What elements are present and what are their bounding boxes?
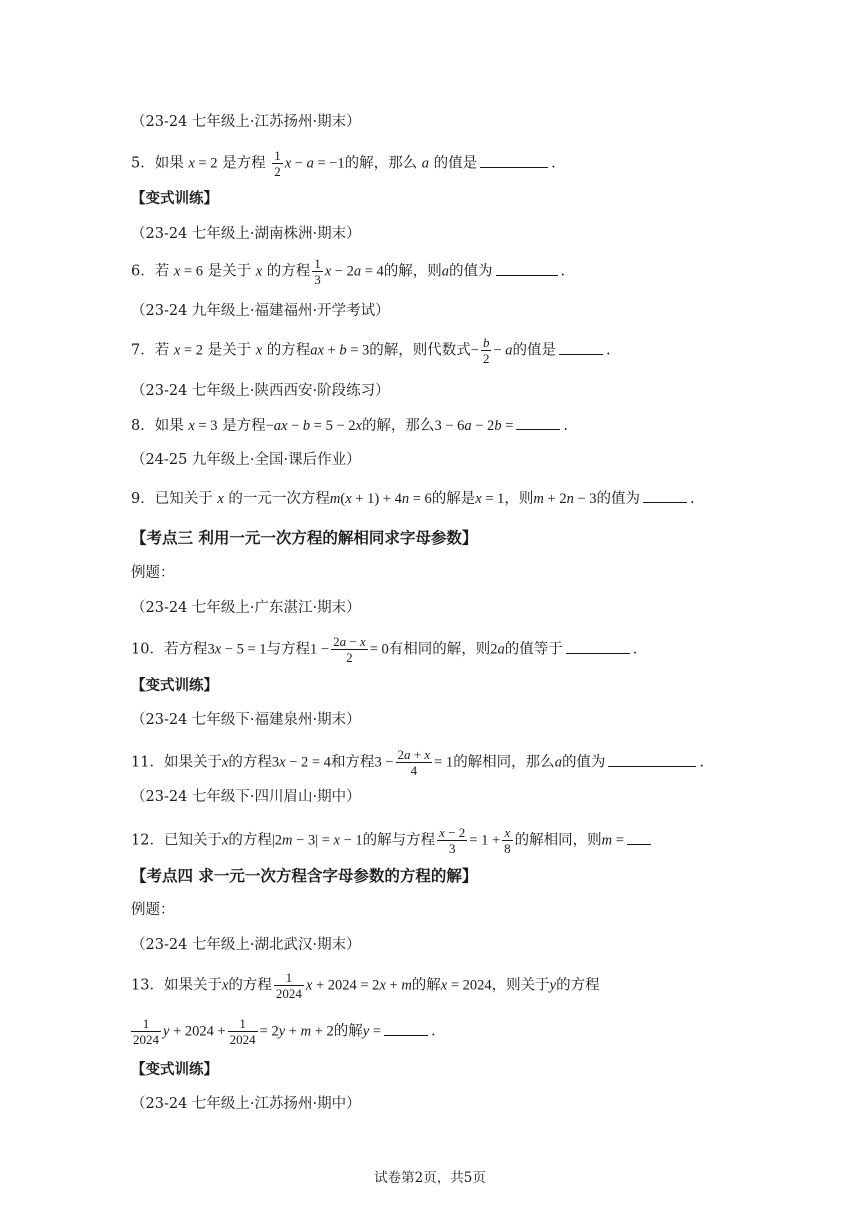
- source-note: （23-24 七年级下·福建泉州·期末）: [131, 712, 361, 728]
- source-note: （23-24 七年级下·四川眉山·期中）: [131, 789, 361, 805]
- source-note: （23-24 七年级上·广东湛江·期末）: [131, 600, 361, 616]
- answer-blank[interactable]: [496, 261, 558, 276]
- variant-label: 【变式训练】: [131, 1061, 218, 1078]
- example-label: 例题：: [131, 565, 175, 581]
- question-13-line-2: $\frac{1}{2024}$ y + 2024 + $\frac{1}{2024}$ = 2y + m + 2的解y = .: [133, 1016, 436, 1047]
- answer-blank[interactable]: [566, 639, 630, 654]
- question-12: 12．已知关于x的方程|2m − 3| = x − 1的解与方程 $\frac{x - 2}{3}$ = 1 + $\frac{x}{8}$ 的解相同，则m =: [131, 825, 654, 856]
- variant-label: 【变式训练】: [131, 677, 218, 694]
- source-note: （23-24 七年级上·湖南株洲·期末）: [131, 226, 361, 242]
- source-note: （23-24 七年级上·江苏扬州·期中）: [131, 1096, 361, 1112]
- answer-blank[interactable]: [516, 415, 560, 430]
- example-label: 例题：: [131, 902, 175, 918]
- question-6: 6．若 x = 6 是关于 x 的方程 $\frac{1}{3}$ x − 2a = 4的解，则a的值为 .: [131, 256, 566, 287]
- source-note: （24-25 九年级上·全国·课后作业）: [131, 452, 361, 468]
- source-note: （23-24 七年级上·陕西西安·阶段练习）: [131, 383, 390, 399]
- source-note: （23-24 九年级上·福建福州·开学考试）: [131, 303, 390, 319]
- answer-blank[interactable]: [480, 153, 548, 168]
- question-8: 8．如果 x = 3 是方程−ax − b = 5 − 2x的解，那么3 − 6a − 2b = .: [131, 415, 568, 436]
- question-11: 11．如果关于x的方程3x − 2 = 4和方程3 − $\frac{2a + x}{4}$ = 1的解相同，那么a的值为 .: [131, 747, 705, 778]
- question-13-line-1: 13．如果关于x的方程 $\frac{1}{2024}$ x + 2024 = 2x + m的解x = 2024，则关于y的方程: [131, 970, 600, 1001]
- answer-blank[interactable]: [643, 488, 687, 503]
- page-footer: 试卷第2页，共5页: [374, 1170, 486, 1186]
- source-note: （23-24 七年级上·湖北武汉·期末）: [131, 937, 361, 953]
- section-header-kp4: 【考点四 求一元一次方程含字母参数的方程的解】: [131, 866, 478, 885]
- source-note: （23-24 七年级上·江苏扬州·期末）: [131, 114, 361, 130]
- section-header-kp3: 【考点三 利用一元一次方程的解相同求字母参数】: [131, 528, 478, 547]
- answer-blank[interactable]: [384, 1021, 428, 1036]
- answer-blank[interactable]: [627, 830, 651, 845]
- question-5: 5．如果 x = 2 是方程 $\frac{1}{2}$ x − a = −1的解，那么 a 的值是 .: [131, 148, 556, 179]
- question-9: 9．已知关于 x 的一元一次方程m(x + 1) + 4n = 6的解是x = 1，则m + 2n − 3的值为 .: [131, 488, 695, 509]
- question-10: 10．若方程3x − 5 = 1与方程1 − $\frac{2a - x}{2}$ = 0有相同的解，则2a的值等于 .: [131, 634, 638, 665]
- question-7: 7．若 x = 2 是关于 x 的方程ax + b = 3的解，则代数式− $\frac{b}{2}$ − a的值是 .: [131, 335, 611, 366]
- variant-label: 【变式训练】: [131, 190, 218, 207]
- answer-blank[interactable]: [608, 752, 696, 767]
- answer-blank[interactable]: [559, 340, 603, 355]
